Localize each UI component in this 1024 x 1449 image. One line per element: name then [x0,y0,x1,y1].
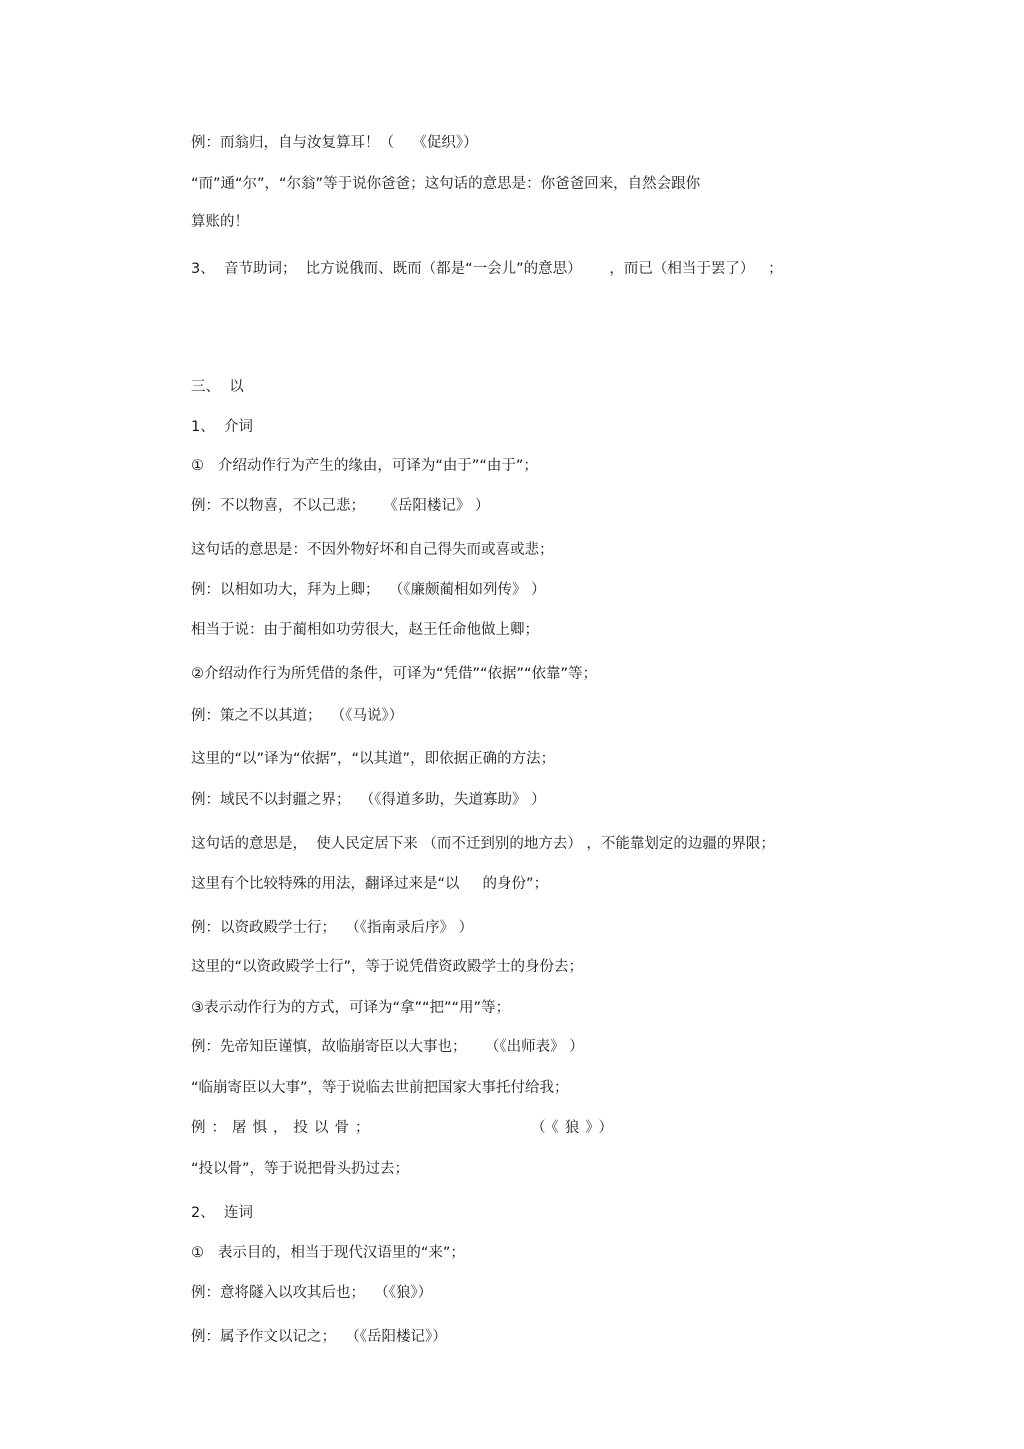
example-line: 例：意将隧入以攻其后也； （《狼》） [191,1285,433,1301]
usage-point: ②介绍动作行为所凭借的条件，可译为“凭借”“依据”“依靠”等； [191,666,598,682]
example-line: 例：属予作文以记之； （《岳阳楼记》） [191,1329,447,1345]
explanation-line: 这里的“以资政殿学士行”，等于说凭借资政殿学士的身份去； [191,959,584,975]
usage-point: ① 介绍动作行为产生的缘由，可译为“由于”“由于”； [191,458,538,474]
explanation-line: 这句话的意思是， 使人民定居下来 （而不迁到别的地方去） ，不能靠划定的边疆的界限； [191,836,775,852]
explanation-line: “临崩寄臣以大事”，等于说临去世前把国家大事托付给我； [191,1080,569,1096]
subsection-heading: 2、 连词 [191,1205,253,1221]
item-heading: 3、 音节助词； 比方说俄而、既而（都是“一会儿”的意思） ，而已（相当于罢了） ； [191,261,783,277]
explanation-line: 这里有个比较特殊的用法，翻译过来是“以 的身份”； [191,876,549,892]
explanation-line-continued: 算账的！ [191,214,249,230]
example-line: 例：而翁归，自与汝复算耳！（ 《促织》） [191,135,478,151]
explanation-line: 这句话的意思是：不因外物好坏和自己得失而或喜或悲； [191,542,554,558]
example-line: 例：策之不以其道； （《马说》） [191,708,404,724]
example-line: 例：以相如功大，拜为上卿； （《廉颇蔺相如列传》 ） [191,582,546,598]
explanation-line: 相当于说：由于蔺相如功劳很大，赵王任命他做上卿； [191,622,539,638]
example-line: 例：不以物喜，不以己悲； 《岳阳楼记》 ） [191,498,490,514]
explanation-line: “投以骨”，等于说把骨头扔过去； [191,1161,410,1177]
explanation-line: 这里的“以”译为“依据”，“以其道”，即依据正确的方法； [191,751,556,767]
section-heading: 三、 以 [191,379,244,395]
example-line: 例：屠惧，投以骨； [191,1120,376,1136]
example-line: 例：以资政殿学士行； （《指南录后序》 ） [191,920,474,936]
subsection-heading: 1、 介词 [191,419,253,435]
example-line: 例：域民不以封疆之界； （《得道多助，失道寡助》 ） [191,792,546,808]
example-source: （《狼》） [531,1120,619,1136]
usage-point: ① 表示目的，相当于现代汉语里的“来”； [191,1245,465,1261]
explanation-line: “而”通“尔”，“尔翁”等于说你爸爸；这句话的意思是：你爸爸回来，自然会跟你 [191,176,701,192]
usage-point: ③表示动作行为的方式，可译为“拿”“把”“用”等； [191,1000,511,1016]
example-line: 例：先帝知臣谨慎，故临崩寄臣以大事也； （《出师表》 ） [191,1039,584,1055]
